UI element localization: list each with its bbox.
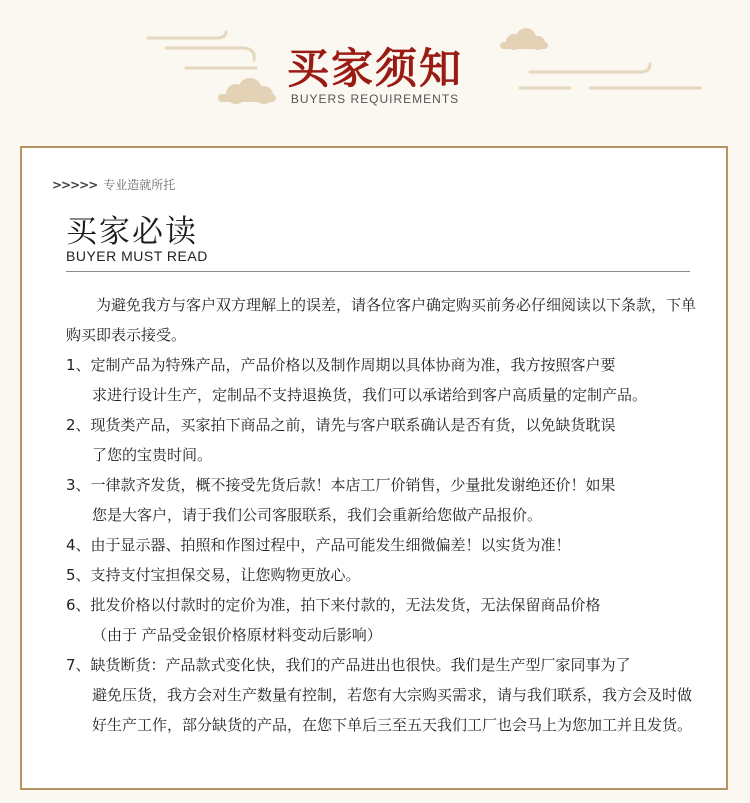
item-text: 支持支付宝担保交易，让您购物更放心。 — [90, 566, 361, 584]
item-text-continued: 避免压货，我方会对生产数量有控制，若您有大宗购买需求，请与我们联系，我方会及时做好生产工作，部分缺货的产品，在您下单后三至五天我们工厂也会马上为您加工并且发货。 — [92, 686, 693, 734]
terms-content — [66, 290, 706, 740]
item-number: 1、 — [66, 356, 91, 374]
item-text: 批发价格以付款时的定价为准，拍下来付款的，无法发货，无法保留商品价格 — [90, 596, 601, 614]
header — [0, 0, 750, 125]
list-item — [66, 650, 706, 740]
list-item — [66, 560, 706, 590]
item-text: 由于显示器、拍照和作图过程中，产品可能发生细微偏差！以实货为准！ — [90, 536, 571, 554]
divider — [66, 271, 690, 272]
item-number: 2、 — [66, 416, 91, 434]
section-heading: 买家必读 — [66, 214, 198, 250]
item-text-continued: 了您的宝贵时间。 — [92, 446, 213, 464]
kicker-text: 专业造就所托 — [103, 178, 176, 192]
item-text-continued: 您是大客户，请于我们公司客服联系，我们会重新给您做产品报价。 — [92, 506, 543, 524]
item-text-continued: 求进行设计生产，定制品不支持退换货，我们可以承诺给到客户高质量的定制产品。 — [92, 386, 648, 404]
item-text: 现货类产品，买家拍下商品之前，请先与客户联系确认是否有货，以免缺货耽误 — [90, 416, 616, 434]
section-heading-en: BUYER MUST READ — [66, 248, 208, 264]
intro-paragraph: 为避免我方与客户双方理解上的误差，请各位客户确定购买前务必仔细阅读以下条款，下单购买即表示接受。 — [66, 296, 697, 344]
list-item — [66, 530, 706, 560]
list-item — [66, 590, 706, 650]
list-item — [66, 470, 706, 530]
notice-card — [20, 146, 728, 790]
page-title: 买家须知 — [286, 44, 463, 93]
item-number: 6、 — [66, 596, 91, 614]
item-text: 缺货断货：产品款式变化快，我们的产品进出也很快。我们是生产型厂家同事为了 — [90, 656, 631, 674]
item-text: 一律款齐发货，概不接受先货后款！本店工厂价销售，少量批发谢绝还价！如果 — [90, 476, 616, 494]
item-number: 3、 — [66, 476, 91, 494]
item-number: 4、 — [66, 536, 91, 554]
section-kicker — [52, 176, 175, 193]
page-subtitle: BUYERS REQUIREMENTS — [290, 92, 460, 106]
item-text-continued: （由于 产品受金银价格原材料变动后影响） — [92, 626, 382, 644]
item-number: 5、 — [66, 566, 91, 584]
chevrons-icon: >>>>> — [52, 178, 98, 192]
list-item — [66, 350, 706, 410]
list-item — [66, 410, 706, 470]
item-text: 定制产品为特殊产品，产品价格以及制作周期以具体协商为准，我方按照客户要 — [90, 356, 616, 374]
item-number: 7、 — [66, 656, 91, 674]
